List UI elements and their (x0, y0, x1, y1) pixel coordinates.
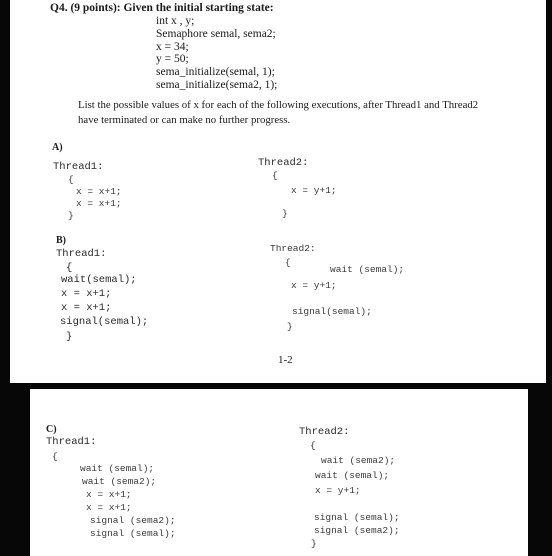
part-c-thread2-open: { (310, 440, 316, 451)
part-c-thread1-open: { (52, 451, 58, 462)
part-b-thread1-close: } (66, 331, 73, 343)
part-c-thread1-line-1: wait (semal); (80, 463, 155, 474)
part-a-thread2-name: Thread2: (258, 157, 309, 169)
part-a-thread1-line-2: x = x+1; (76, 198, 122, 209)
part-c-thread1-line-3: x = x+1; (86, 489, 132, 500)
part-b-thread2-name: Thread2: (270, 243, 316, 254)
part-c-thread2-line-2: wait (semal); (315, 470, 390, 481)
part-b-thread1-open: { (66, 262, 73, 274)
state-line-2: Semaphore semal, sema2; (156, 28, 276, 40)
part-a-thread1-line-1: x = x+1; (76, 186, 122, 197)
part-c-thread2-line-1: wait (sema2); (321, 455, 396, 466)
part-c-thread1-name: Thread1: (46, 436, 97, 448)
part-b-thread1-line-2: x = x+1; (61, 288, 112, 300)
question-header: Q4. (9 points): Given the initial starting state: (50, 2, 274, 14)
part-c-thread2-close: } (311, 538, 317, 549)
part-c-thread2-line-5: signal (sema2); (314, 525, 400, 536)
part-a-thread2-close: } (282, 208, 288, 219)
instruction-line-1: List the possible values of x for each of the following executions, after Thread1 and Thread2 (78, 99, 479, 111)
state-line-4: y = 50; (156, 53, 189, 65)
exam-page-2 (30, 389, 528, 556)
part-a-thread1-close: } (68, 210, 74, 221)
part-b-label: B) (56, 235, 66, 246)
part-c-thread1-line-4: x = x+1; (86, 502, 132, 513)
page-number: 1-2 (278, 354, 293, 366)
state-line-5: sema_initialize(semal, 1); (156, 66, 275, 78)
part-a-thread1-open: { (68, 174, 74, 185)
part-c-thread1-line-2: wait (sema2); (82, 476, 157, 487)
part-c-label: C) (46, 424, 57, 435)
part-a-thread2-line-1: x = y+1; (291, 185, 337, 196)
state-line-3: x = 34; (156, 41, 189, 53)
part-c-thread1-line-5: signal (sema2); (90, 515, 176, 526)
part-b-thread2-line-1: wait (semal); (330, 264, 405, 275)
part-b-thread1-line-4: signal(semal); (60, 316, 149, 328)
part-b-thread1-line-3: x = x+1; (61, 302, 112, 314)
part-c-thread1-line-6: signal (semal); (90, 528, 176, 539)
part-b-thread2-open: { (285, 257, 291, 268)
instruction-line-2: have terminated or can make no further progress. (78, 114, 291, 126)
part-c-thread2-name: Thread2: (299, 426, 350, 438)
part-b-thread1-name: Thread1: (56, 248, 107, 260)
part-c-thread2-line-4: signal (semal); (314, 512, 400, 523)
part-b-thread2-line-3: signal(semal); (292, 306, 372, 317)
part-a-thread2-open: { (272, 170, 278, 181)
state-line-6: sema_initialize(sema2, 1); (156, 79, 278, 91)
state-line-1: int x , y; (156, 15, 195, 27)
part-a-thread1-name: Thread1: (53, 161, 104, 173)
part-b-thread1-line-1: wait(semal); (61, 274, 137, 286)
part-b-thread2-close: } (287, 321, 293, 332)
exam-page-1 (10, 0, 546, 383)
part-c-thread2-line-3: x = y+1; (315, 485, 361, 496)
part-a-label: A) (52, 142, 63, 153)
part-b-thread2-line-2: x = y+1; (291, 280, 337, 291)
